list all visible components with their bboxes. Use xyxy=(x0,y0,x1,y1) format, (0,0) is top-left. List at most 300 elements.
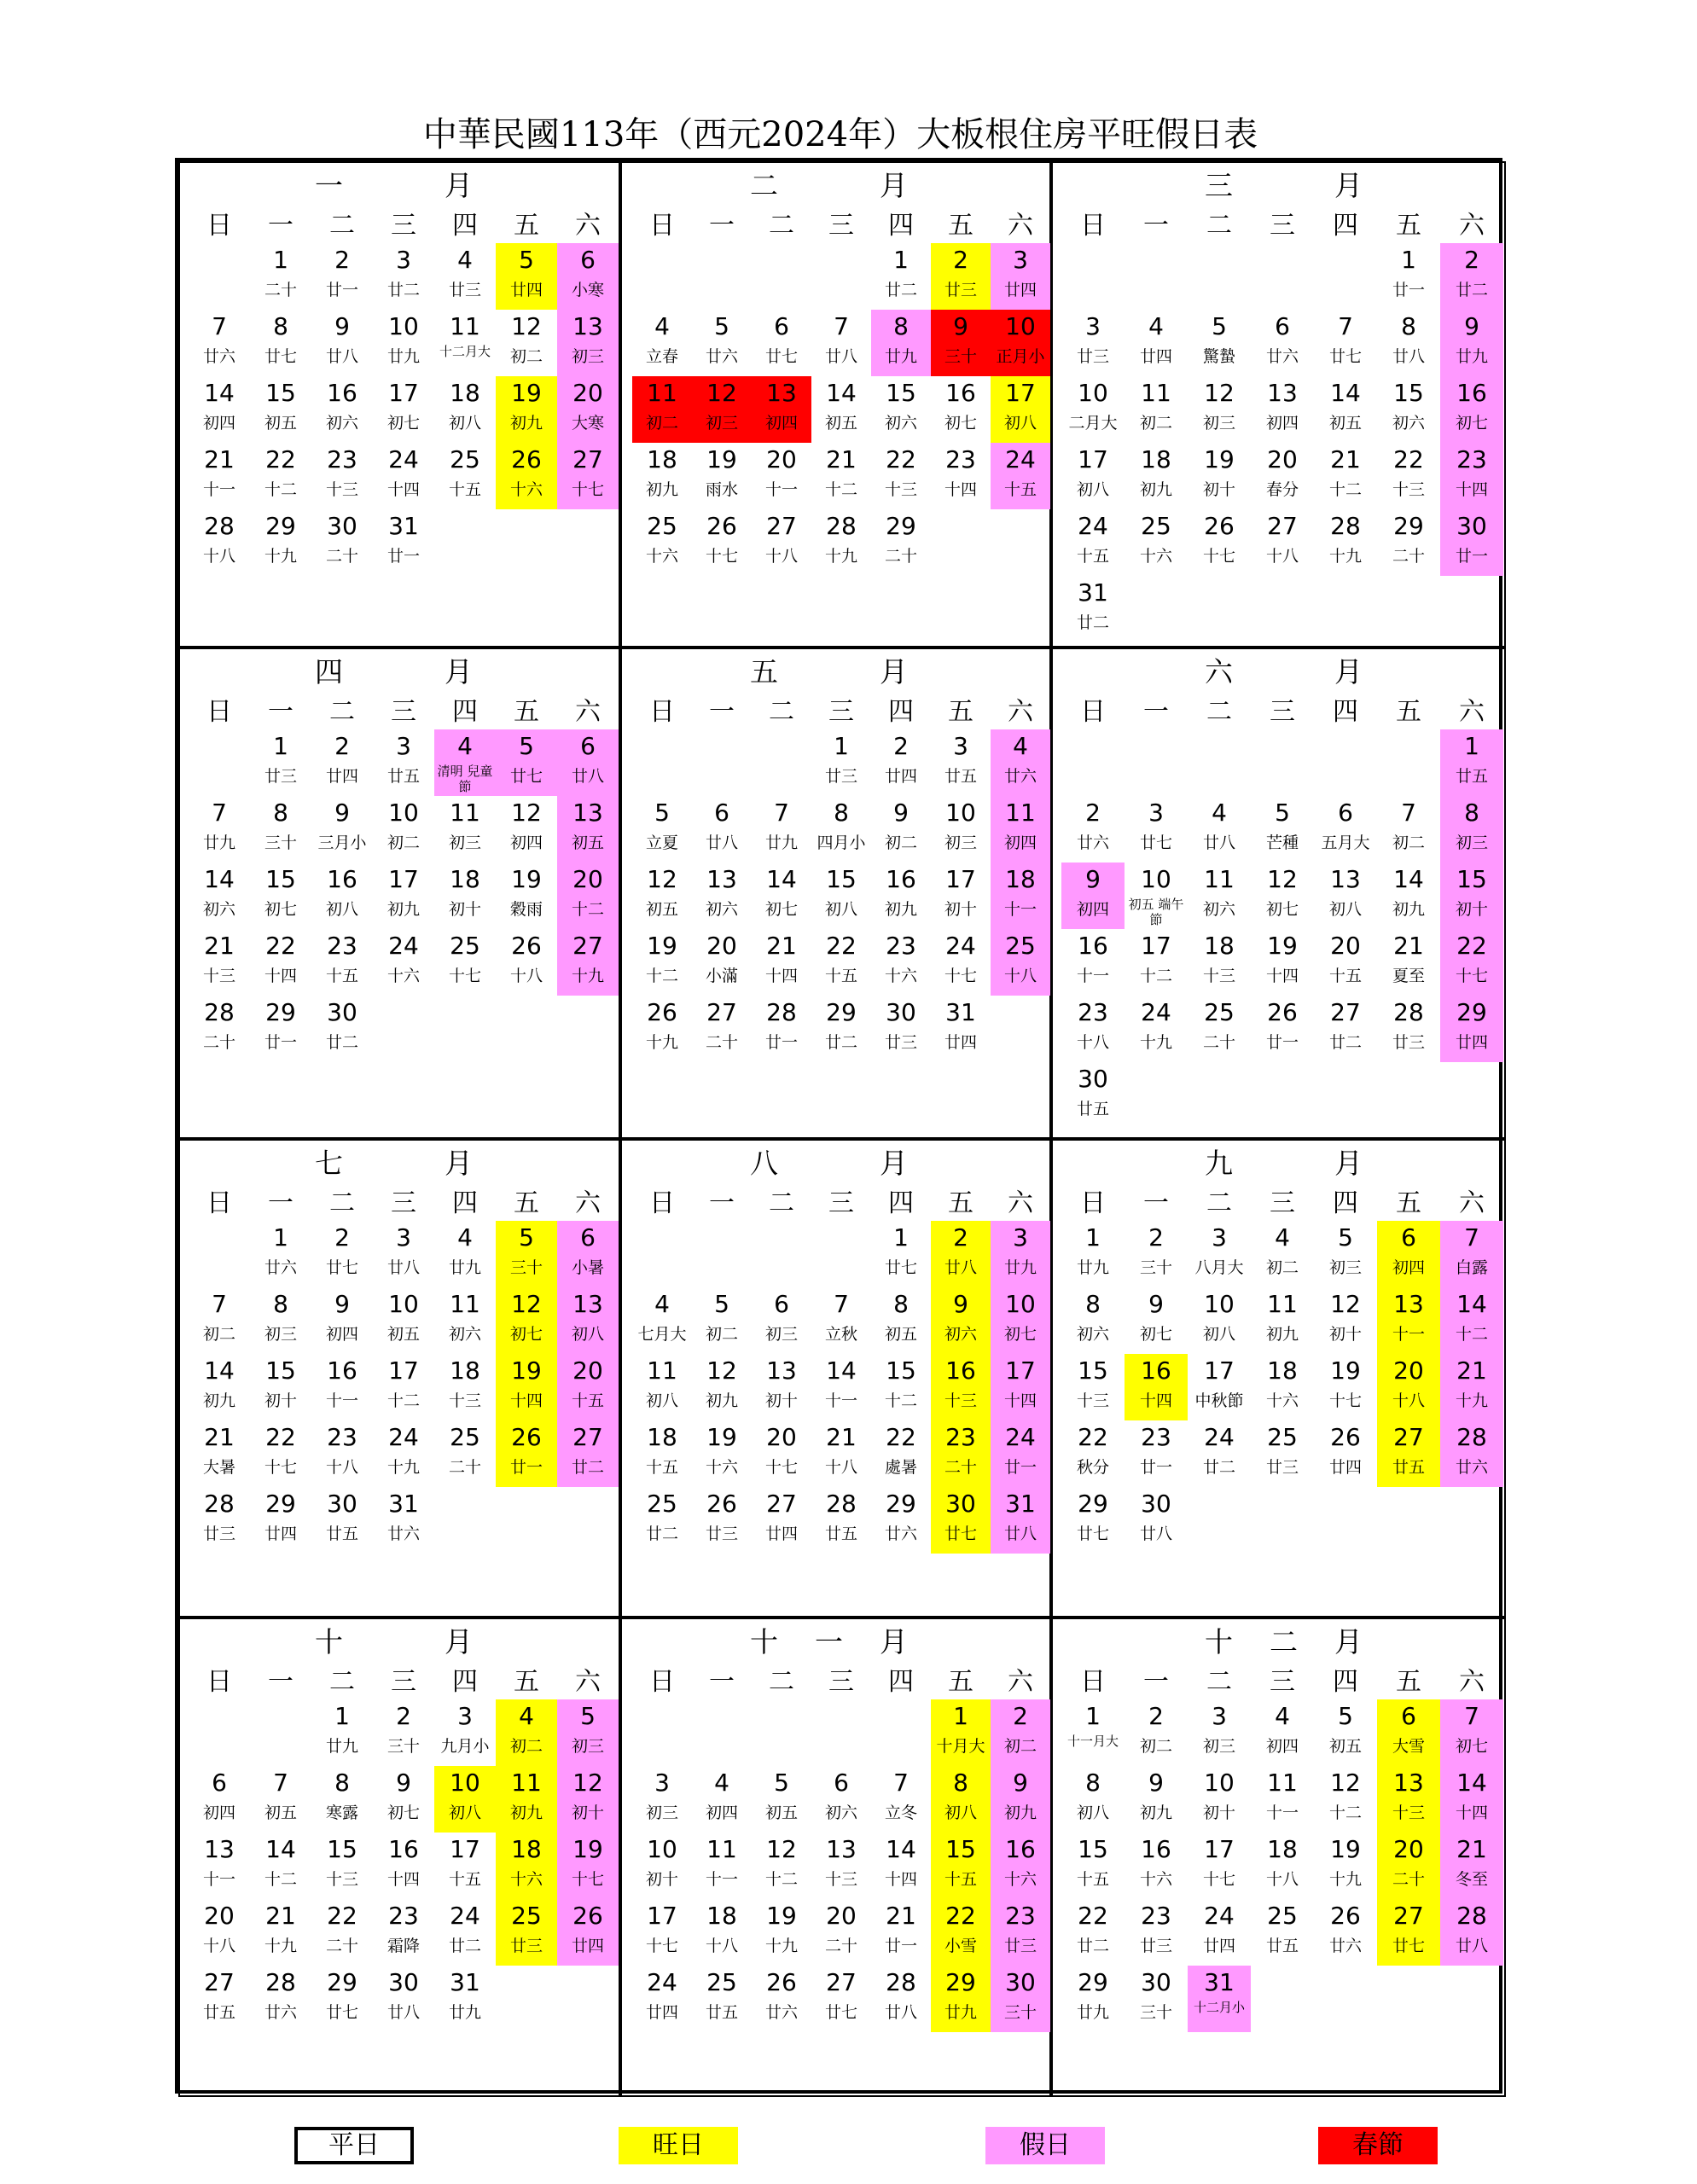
day-cell xyxy=(692,443,752,509)
day-number: 27 xyxy=(1393,1423,1424,1451)
lunar-date: 廿三 xyxy=(202,1525,235,1543)
lunar-date: 初七 xyxy=(944,414,977,433)
lunar-date: 十二 xyxy=(764,1870,798,1889)
weekday-header: 五 xyxy=(948,211,973,241)
lunar-date: 十五 xyxy=(448,480,481,499)
day-cell xyxy=(692,996,752,1062)
day-cell xyxy=(434,1287,496,1354)
day-number: 23 xyxy=(1141,1423,1171,1451)
day-number: 9 xyxy=(1148,1769,1164,1797)
day-cell xyxy=(931,996,991,1062)
legend-holiday: 假日 xyxy=(985,2127,1105,2164)
day-cell xyxy=(1188,1966,1251,2032)
month-name-char: 六 xyxy=(1205,655,1233,688)
day-cell xyxy=(311,376,373,443)
day-cell xyxy=(496,1354,557,1420)
lunar-date: 三十 xyxy=(264,834,297,852)
day-number: 31 xyxy=(450,1968,480,1996)
weekday-header: 四 xyxy=(1333,1667,1358,1697)
day-cell xyxy=(496,1287,557,1354)
day-cell xyxy=(1061,1062,1125,1129)
lunar-date: 立夏 xyxy=(645,834,678,852)
day-number: 13 xyxy=(572,312,603,340)
day-cell xyxy=(1188,1699,1251,1766)
day-number: 14 xyxy=(766,865,797,893)
day-number: 28 xyxy=(204,998,235,1026)
day-number: 17 xyxy=(388,379,419,407)
day-number: 9 xyxy=(334,799,350,827)
month-name-char: 二 xyxy=(750,169,778,202)
lunar-date: 冬至 xyxy=(1455,1870,1488,1889)
lunar-date: 白露 xyxy=(1455,1258,1488,1277)
day-number: 17 xyxy=(1204,1356,1235,1385)
day-number: 12 xyxy=(511,799,542,827)
day-number: 12 xyxy=(1204,379,1235,407)
day-number: 22 xyxy=(265,932,296,960)
day-cell xyxy=(871,1833,931,1899)
day-number: 21 xyxy=(204,1423,235,1451)
weekday-header: 六 xyxy=(575,1188,601,1218)
day-cell xyxy=(1188,376,1251,443)
lunar-date: 初十 xyxy=(944,900,977,919)
day-number: 5 xyxy=(714,1290,729,1318)
day-cell xyxy=(811,1899,871,1966)
lunar-date: 廿八 xyxy=(1392,347,1425,366)
weekday-header: 日 xyxy=(649,211,675,241)
day-number: 24 xyxy=(1204,1902,1235,1930)
weekday-header: 二 xyxy=(769,1667,794,1697)
day-cell xyxy=(311,863,373,929)
day-number: 21 xyxy=(886,1902,916,1930)
lunar-date: 十一 xyxy=(202,480,235,499)
day-cell xyxy=(311,1766,373,1833)
day-cell xyxy=(557,1833,619,1899)
month-9 xyxy=(1051,1139,1506,1618)
lunar-date: 廿四 xyxy=(1202,1937,1235,1955)
day-number: 12 xyxy=(647,865,677,893)
lunar-date: 初二 xyxy=(1139,414,1172,433)
day-cell xyxy=(189,796,250,863)
lunar-date: 初三 xyxy=(645,1804,678,1822)
day-cell xyxy=(189,1899,250,1966)
month-name-char: 十 xyxy=(1205,1625,1233,1658)
day-number: 26 xyxy=(1330,1423,1361,1451)
lunar-date: 十三 xyxy=(884,480,917,499)
weekday-header: 日 xyxy=(206,1667,232,1697)
day-number: 2 xyxy=(893,732,909,760)
day-number: 2 xyxy=(334,246,350,274)
day-number: 17 xyxy=(1005,1356,1036,1385)
lunar-date: 初三 xyxy=(705,414,738,433)
lunar-date: 三月小 xyxy=(317,834,367,852)
day-number: 13 xyxy=(706,865,737,893)
day-cell xyxy=(311,443,373,509)
lunar-date: 十七 xyxy=(764,1458,798,1477)
weekday-header: 四 xyxy=(452,211,478,241)
lunar-date: 廿四 xyxy=(645,2003,678,2022)
lunar-date: 廿四 xyxy=(944,1033,977,1052)
day-number: 20 xyxy=(572,865,603,893)
lunar-date: 十七 xyxy=(264,1458,297,1477)
day-number: 3 xyxy=(953,732,968,760)
day-cell xyxy=(811,1833,871,1899)
weekday-header: 日 xyxy=(206,697,232,727)
lunar-date: 初八 xyxy=(571,1325,604,1344)
day-number: 12 xyxy=(1330,1769,1361,1797)
weekday-header: 三 xyxy=(391,697,416,727)
day-number: 10 xyxy=(1204,1769,1235,1797)
day-cell xyxy=(496,729,557,796)
lunar-date: 二十 xyxy=(325,547,358,566)
lunar-date: 中秋節 xyxy=(1194,1391,1244,1410)
lunar-date: 廿四 xyxy=(325,767,358,786)
month-4 xyxy=(178,648,620,1139)
day-number: 14 xyxy=(826,379,857,407)
day-cell xyxy=(871,729,931,796)
day-cell xyxy=(1314,996,1377,1062)
day-number: 11 xyxy=(1005,799,1036,827)
day-number: 16 xyxy=(945,379,976,407)
day-cell xyxy=(434,729,496,796)
lunar-date: 廿七 xyxy=(509,767,543,786)
lunar-date: 初八 xyxy=(1003,414,1037,433)
day-number: 6 xyxy=(580,732,596,760)
lunar-date: 廿六 xyxy=(705,347,738,366)
lunar-date: 初八 xyxy=(448,414,481,433)
day-cell xyxy=(931,443,991,509)
lunar-date: 十二 xyxy=(264,1870,297,1889)
day-cell xyxy=(1251,1833,1314,1899)
day-cell xyxy=(434,796,496,863)
day-number: 13 xyxy=(572,1290,603,1318)
weekday-header: 二 xyxy=(1206,1667,1232,1697)
day-number: 17 xyxy=(647,1902,677,1930)
day-number: 2 xyxy=(1464,246,1479,274)
day-cell xyxy=(632,1287,692,1354)
day-cell xyxy=(871,996,931,1062)
day-cell xyxy=(871,243,931,310)
weekday-header: 二 xyxy=(769,1188,794,1218)
lunar-date: 十三 xyxy=(824,1870,857,1889)
day-cell xyxy=(991,1966,1050,2032)
day-number: 22 xyxy=(1393,445,1424,473)
lunar-date: 小雪 xyxy=(944,1937,977,1955)
day-number: 24 xyxy=(388,1423,419,1451)
lunar-date: 初三 xyxy=(571,1737,604,1756)
day-cell xyxy=(1125,1221,1188,1287)
day-number: 6 xyxy=(1401,1223,1416,1252)
day-cell xyxy=(1377,1899,1440,1966)
day-cell xyxy=(692,1420,752,1487)
day-number: 10 xyxy=(1141,865,1171,893)
lunar-date: 廿九 xyxy=(448,1258,481,1277)
day-cell xyxy=(557,243,619,310)
day-number: 5 xyxy=(1212,312,1227,340)
day-number: 11 xyxy=(1267,1290,1298,1318)
weekday-header: 五 xyxy=(514,1667,539,1697)
lunar-date: 廿九 xyxy=(764,834,798,852)
day-cell xyxy=(373,1287,434,1354)
lunar-date: 三十 xyxy=(944,347,977,366)
day-cell xyxy=(189,1833,250,1899)
day-cell xyxy=(373,1487,434,1554)
day-cell xyxy=(931,1221,991,1287)
day-cell xyxy=(931,310,991,376)
lunar-date: 二十 xyxy=(264,281,297,299)
day-cell xyxy=(1125,1966,1188,2032)
weekday-header: 六 xyxy=(575,1667,601,1697)
lunar-date: 十七 xyxy=(1455,967,1488,985)
day-number: 18 xyxy=(1267,1356,1298,1385)
lunar-date: 十六 xyxy=(386,967,420,985)
day-cell xyxy=(496,443,557,509)
day-number: 4 xyxy=(654,1290,670,1318)
day-cell xyxy=(496,1699,557,1766)
day-number: 14 xyxy=(826,1356,857,1385)
lunar-date: 初六 xyxy=(1202,900,1235,919)
lunar-date: 十八 xyxy=(325,1458,358,1477)
day-number: 2 xyxy=(1085,799,1101,827)
day-number: 5 xyxy=(654,799,670,827)
day-number: 5 xyxy=(1275,799,1290,827)
lunar-date: 廿六 xyxy=(1328,1937,1362,1955)
day-cell xyxy=(1440,376,1503,443)
weekday-header: 二 xyxy=(329,1667,355,1697)
weekday-header: 五 xyxy=(948,697,973,727)
day-cell xyxy=(632,1899,692,1966)
lunar-date: 初八 xyxy=(1202,1325,1235,1344)
day-number: 20 xyxy=(766,445,797,473)
weekday-header: 日 xyxy=(206,211,232,241)
day-cell xyxy=(871,929,931,996)
lunar-date: 廿九 xyxy=(1003,1258,1037,1277)
day-cell xyxy=(1440,1899,1503,1966)
month-name-char: 月 xyxy=(445,655,473,688)
lunar-date: 初五 xyxy=(884,1325,917,1344)
day-number: 19 xyxy=(511,1356,542,1385)
lunar-date: 十四 xyxy=(386,1870,420,1889)
day-number: 11 xyxy=(647,379,677,407)
day-cell xyxy=(931,1487,991,1554)
day-number: 24 xyxy=(1005,1423,1036,1451)
day-number: 10 xyxy=(388,1290,419,1318)
day-number: 31 xyxy=(1204,1968,1235,1996)
lunar-date: 十四 xyxy=(944,480,977,499)
day-cell xyxy=(250,929,311,996)
day-number: 1 xyxy=(273,1223,288,1252)
day-number: 3 xyxy=(396,246,411,274)
lunar-date: 廿七 xyxy=(1392,1937,1425,1955)
lunar-date: 二十 xyxy=(884,547,917,566)
weekday-header: 五 xyxy=(948,1667,973,1697)
day-cell xyxy=(991,243,1050,310)
lunar-date: 十七 xyxy=(1202,547,1235,566)
lunar-date: 廿二 xyxy=(1202,1458,1235,1477)
month-name-char: 月 xyxy=(880,169,908,202)
lunar-date: 廿七 xyxy=(1076,1525,1109,1543)
month-name-char: 月 xyxy=(1334,1625,1363,1658)
lunar-date: 秋分 xyxy=(1076,1458,1109,1477)
lunar-date: 清明 兒童節 xyxy=(437,764,493,794)
day-number: 1 xyxy=(893,246,909,274)
day-number: 28 xyxy=(265,1968,296,1996)
lunar-date: 驚蟄 xyxy=(1202,347,1235,366)
lunar-date: 二十 xyxy=(1392,547,1425,566)
day-number: 16 xyxy=(1141,1835,1171,1863)
lunar-date: 廿一 xyxy=(1392,281,1425,299)
day-number: 1 xyxy=(1401,246,1416,274)
day-cell xyxy=(1061,1420,1125,1487)
day-number: 4 xyxy=(714,1769,729,1797)
lunar-date: 初六 xyxy=(202,900,235,919)
lunar-date: 廿四 xyxy=(1455,1033,1488,1052)
day-number: 4 xyxy=(519,1702,534,1730)
day-cell xyxy=(557,1899,619,1966)
lunar-date: 廿七 xyxy=(764,347,798,366)
day-number: 23 xyxy=(945,445,976,473)
day-cell xyxy=(250,1833,311,1899)
day-cell xyxy=(1377,443,1440,509)
lunar-date: 廿二 xyxy=(824,1033,857,1052)
day-number: 5 xyxy=(519,1223,534,1252)
day-cell xyxy=(434,1354,496,1420)
day-number: 20 xyxy=(572,379,603,407)
day-cell xyxy=(752,509,811,576)
weekday-header: 三 xyxy=(828,697,854,727)
day-cell xyxy=(250,310,311,376)
day-cell xyxy=(1251,1221,1314,1287)
day-number: 19 xyxy=(511,865,542,893)
day-number: 15 xyxy=(265,379,296,407)
day-number: 16 xyxy=(945,1356,976,1385)
day-cell xyxy=(991,310,1050,376)
weekday-header: 二 xyxy=(329,211,355,241)
lunar-date: 初三 xyxy=(1328,1258,1362,1277)
lunar-date: 初四 xyxy=(202,414,235,433)
weekday-header: 日 xyxy=(1080,211,1106,241)
day-cell xyxy=(811,509,871,576)
lunar-date: 廿七 xyxy=(1328,347,1362,366)
lunar-date: 初四 xyxy=(509,834,543,852)
day-number: 22 xyxy=(1078,1423,1108,1451)
day-cell xyxy=(811,996,871,1062)
day-cell xyxy=(1377,996,1440,1062)
day-number: 12 xyxy=(706,379,737,407)
lunar-date: 廿九 xyxy=(944,2003,977,2022)
lunar-date: 初三 xyxy=(944,834,977,852)
day-number: 30 xyxy=(327,512,357,540)
day-number: 25 xyxy=(647,512,677,540)
lunar-date: 廿三 xyxy=(1265,1458,1299,1477)
day-number: 23 xyxy=(945,1423,976,1451)
day-number: 16 xyxy=(1141,1356,1171,1385)
day-cell xyxy=(1061,1766,1125,1833)
day-number: 29 xyxy=(945,1968,976,1996)
day-number: 1 xyxy=(893,1223,909,1252)
day-cell xyxy=(871,310,931,376)
lunar-date: 廿九 xyxy=(325,1737,358,1756)
day-cell xyxy=(189,863,250,929)
lunar-date: 初七 xyxy=(264,900,297,919)
lunar-date: 十三 xyxy=(1392,1804,1425,1822)
lunar-date: 廿八 xyxy=(1455,1937,1488,1955)
month-name-char: 五 xyxy=(750,655,778,688)
weekday-header: 六 xyxy=(1459,1667,1485,1697)
day-number: 27 xyxy=(766,512,797,540)
day-cell xyxy=(752,1833,811,1899)
day-number: 1 xyxy=(273,732,288,760)
day-number: 20 xyxy=(572,1356,603,1385)
day-cell xyxy=(632,376,692,443)
lunar-date: 初七 xyxy=(1265,900,1299,919)
lunar-date: 初十 xyxy=(1455,900,1488,919)
day-cell xyxy=(189,1354,250,1420)
day-cell xyxy=(434,443,496,509)
day-cell xyxy=(496,243,557,310)
day-number: 3 xyxy=(1148,799,1164,827)
day-cell xyxy=(752,376,811,443)
lunar-date: 十一 xyxy=(705,1870,738,1889)
lunar-date: 十八 xyxy=(1265,1870,1299,1889)
day-number: 17 xyxy=(450,1835,480,1863)
weekday-header: 一 xyxy=(709,1188,735,1218)
lunar-date: 初九 xyxy=(1265,1325,1299,1344)
day-cell xyxy=(373,1899,434,1966)
day-number: 22 xyxy=(1078,1902,1108,1930)
day-cell xyxy=(1440,1766,1503,1833)
day-cell xyxy=(1440,1221,1503,1287)
weekday-header: 六 xyxy=(1008,211,1033,241)
day-number: 16 xyxy=(327,865,357,893)
lunar-date: 初十 xyxy=(448,900,481,919)
day-cell xyxy=(250,863,311,929)
lunar-date: 廿三 xyxy=(509,1937,543,1955)
lunar-date: 廿八 xyxy=(705,834,738,852)
lunar-date: 初五 端午節 xyxy=(1128,897,1184,927)
day-cell xyxy=(1188,443,1251,509)
day-number: 27 xyxy=(1393,1902,1424,1930)
day-number: 9 xyxy=(396,1769,411,1797)
day-number: 7 xyxy=(273,1769,288,1797)
day-cell xyxy=(557,443,619,509)
month-2 xyxy=(620,161,1051,648)
lunar-date: 初十 xyxy=(764,1391,798,1410)
day-cell xyxy=(1440,996,1503,1062)
day-cell xyxy=(1061,443,1125,509)
day-cell xyxy=(311,243,373,310)
weekday-header: 五 xyxy=(1396,697,1421,727)
day-number: 27 xyxy=(572,445,603,473)
weekday-header: 四 xyxy=(452,697,478,727)
legend-spring: 春節 xyxy=(1318,2127,1438,2164)
lunar-date: 十三 xyxy=(1202,967,1235,985)
day-number: 25 xyxy=(1005,932,1036,960)
lunar-date: 夏至 xyxy=(1392,967,1425,985)
lunar-date: 廿九 xyxy=(202,834,235,852)
lunar-date: 廿四 xyxy=(571,1937,604,1955)
day-number: 25 xyxy=(511,1902,542,1930)
day-number: 8 xyxy=(1085,1769,1101,1797)
lunar-date: 立秋 xyxy=(824,1325,857,1344)
day-number: 15 xyxy=(265,1356,296,1385)
day-cell xyxy=(1314,509,1377,576)
day-cell xyxy=(752,1287,811,1354)
day-number: 5 xyxy=(519,732,534,760)
day-number: 15 xyxy=(1393,379,1424,407)
lunar-date: 廿一 xyxy=(509,1458,543,1477)
lunar-date: 初五 xyxy=(264,1804,297,1822)
day-number: 3 xyxy=(1085,312,1101,340)
